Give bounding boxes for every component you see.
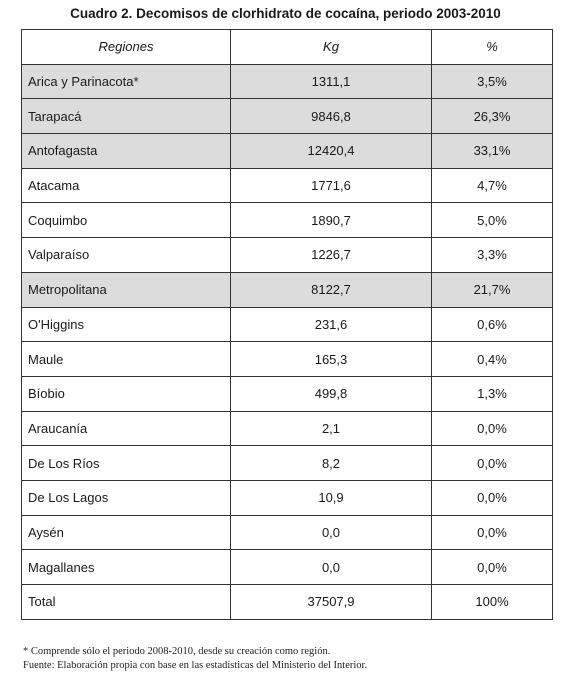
table-row xyxy=(22,550,553,585)
kg-cell: 1890,7 xyxy=(231,203,432,238)
kg-cell: 0,0 xyxy=(231,515,432,550)
table-row xyxy=(22,99,553,134)
header-kg: Kg xyxy=(231,30,432,65)
kg-cell: 8122,7 xyxy=(231,272,432,307)
header-row xyxy=(22,30,553,65)
table-row xyxy=(22,342,553,377)
region-cell: Tarapacá xyxy=(22,99,231,134)
percent-cell: 0,4% xyxy=(432,342,553,377)
region-cell: De Los Ríos xyxy=(22,446,231,481)
region-cell: Antofagasta xyxy=(22,134,231,169)
percent-cell: 0,0% xyxy=(432,411,553,446)
region-cell: Bíobio xyxy=(22,376,231,411)
kg-cell: 2,1 xyxy=(231,411,432,446)
total-label: Total xyxy=(22,585,231,620)
header-percent: % xyxy=(432,30,553,65)
region-cell: Metropolitana xyxy=(22,272,231,307)
table-row xyxy=(22,480,553,515)
percent-cell: 3,5% xyxy=(432,64,553,99)
percent-cell: 21,7% xyxy=(432,272,553,307)
kg-cell: 1771,6 xyxy=(231,168,432,203)
percent-cell: 1,3% xyxy=(432,376,553,411)
table-row xyxy=(22,446,553,481)
table-row xyxy=(22,134,553,169)
region-cell: Atacama xyxy=(22,168,231,203)
region-cell: Magallanes xyxy=(22,550,231,585)
region-cell: Valparaíso xyxy=(22,238,231,273)
percent-cell: 0,0% xyxy=(432,446,553,481)
kg-cell: 8,2 xyxy=(231,446,432,481)
table-row xyxy=(22,203,553,238)
table-notes xyxy=(23,645,367,673)
kg-cell: 165,3 xyxy=(231,342,432,377)
percent-cell: 0,0% xyxy=(432,550,553,585)
percent-cell: 4,7% xyxy=(432,168,553,203)
percent-cell: 0,0% xyxy=(432,515,553,550)
percent-cell: 0,6% xyxy=(432,307,553,342)
region-cell: Aysén xyxy=(22,515,231,550)
region-cell: Coquimbo xyxy=(22,203,231,238)
percent-cell: 33,1% xyxy=(432,134,553,169)
table-title: Cuadro 2. Decomisos de clorhidrato de cocaína, periodo 2003-2010 xyxy=(70,6,501,21)
table-body xyxy=(22,64,553,584)
table-row xyxy=(22,515,553,550)
kg-cell: 1226,7 xyxy=(231,238,432,273)
table-row xyxy=(22,168,553,203)
table-row xyxy=(22,272,553,307)
table-row xyxy=(22,307,553,342)
percent-cell: 0,0% xyxy=(432,480,553,515)
total-row xyxy=(22,585,553,620)
kg-cell: 9846,8 xyxy=(231,99,432,134)
region-cell: Arica y Parinacota* xyxy=(22,64,231,99)
percent-cell: 26,3% xyxy=(432,99,553,134)
table-row xyxy=(22,411,553,446)
kg-cell: 231,6 xyxy=(231,307,432,342)
region-cell: De Los Lagos xyxy=(22,480,231,515)
header-regions: Regiones xyxy=(22,30,231,65)
footnote: * Comprende sólo el periodo 2008-2010, desde su creación como región. xyxy=(23,646,331,657)
table-row xyxy=(22,376,553,411)
table-row xyxy=(22,64,553,99)
kg-cell: 1311,1 xyxy=(231,64,432,99)
region-cell: Araucanía xyxy=(22,411,231,446)
total-kg: 37507,9 xyxy=(231,585,432,620)
region-cell: Maule xyxy=(22,342,231,377)
kg-cell: 10,9 xyxy=(231,480,432,515)
total-percent: 100% xyxy=(432,585,553,620)
kg-cell: 12420,4 xyxy=(231,134,432,169)
table-row xyxy=(22,238,553,273)
percent-cell: 5,0% xyxy=(432,203,553,238)
kg-cell: 499,8 xyxy=(231,376,432,411)
region-cell: O'Higgins xyxy=(22,307,231,342)
percent-cell: 3,3% xyxy=(432,238,553,273)
kg-cell: 0,0 xyxy=(231,550,432,585)
seizures-table xyxy=(21,29,553,620)
source-note: Fuente: Elaboración propia con base en las estadísticas del Ministerio del Interior. xyxy=(23,660,368,671)
